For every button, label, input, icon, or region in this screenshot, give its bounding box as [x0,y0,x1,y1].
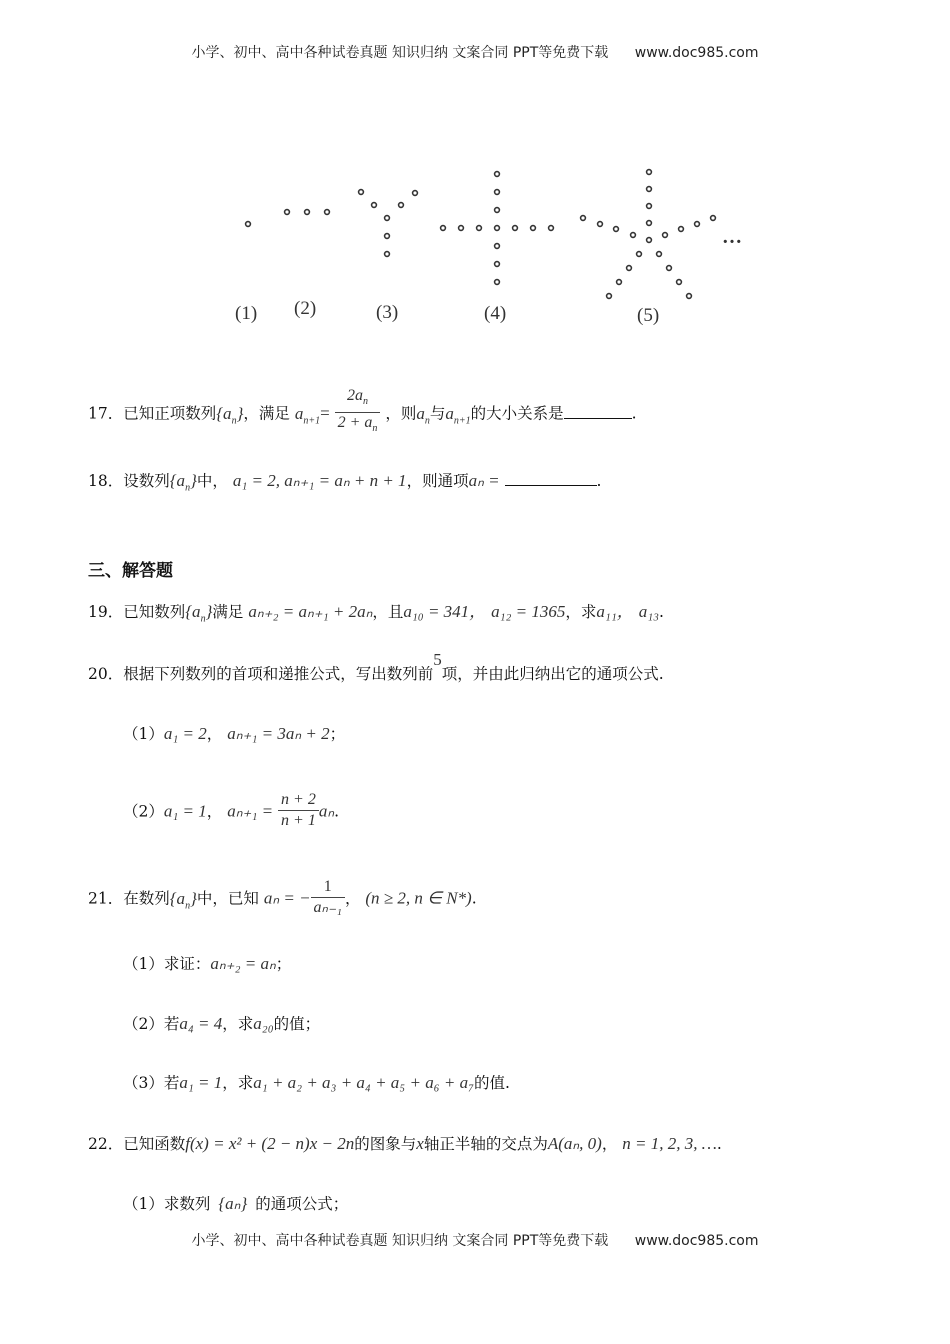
dot [667,266,672,271]
separator: ， [206,725,223,743]
dot [359,190,364,195]
math-ask-2: a₁₃ [638,602,660,621]
question-number: 21． [88,889,124,908]
question-end: . [716,1135,722,1153]
footer-url[interactable]: www.doc985.com [634,1233,759,1249]
question-text: 已知数列 [123,603,186,621]
dot [647,170,652,175]
question-text: 项，并由此归纳出它的通项公式. [441,665,664,683]
question-text: ，且 [372,603,404,621]
dot [637,252,642,257]
math-initial: a₁ = 1 [163,801,207,821]
dot [617,280,622,285]
fraction: $\frac{2a_n}{2 + a_n}$ [335,386,381,439]
dot [495,172,500,177]
dot [549,226,554,231]
dot [513,226,518,231]
question-end: . [631,404,637,423]
separator: ， [601,1135,618,1153]
question-text: 在数列 [123,889,170,908]
frac-numerator: 1 [323,878,332,895]
question-20-part-2 [123,792,339,833]
math-recurrence: aₙ₊₂ = aₙ₊₁ + 2aₙ [248,602,373,621]
math-equation: aₙ₊₂ = aₙ [210,954,276,973]
math: $a_{n+1}$ [294,403,321,427]
dot [657,252,662,257]
dot [627,266,632,271]
math-value-2: a₁₂ = 1365 [491,602,566,621]
dot [285,210,290,215]
math: $\{a_n\}$ [216,403,244,427]
question-text: ，则 [385,404,417,423]
question-text: 设数列 [123,472,170,490]
dot [663,233,668,238]
question-text: ，求 [565,603,597,621]
question-number: 22． [88,1135,124,1153]
question-number: 20． [88,665,124,683]
question-19 [88,601,664,630]
part-label: （1） [123,725,164,743]
part-text: ，求 [222,1015,254,1033]
question-21-part-2 [123,1013,320,1035]
dot [385,252,390,257]
question-21-part-3 [123,1072,510,1094]
question-number: 17． [88,404,124,423]
figure-label-4: (4) [484,303,507,324]
part-label: （1）求数列 [123,1195,211,1213]
figure-label-2: (2) [294,298,317,319]
math: $\{a_n\}$ [169,471,197,494]
math: $a_n$ [416,403,430,427]
part-label: （1）求证： [123,955,211,973]
figure-label-5: (5) [637,305,660,326]
question-20-part-1 [123,723,345,745]
question-text: 满足 [212,603,244,621]
math-target: a₂₀ [253,1014,274,1033]
dot [598,222,603,227]
part-end: . [334,802,340,821]
dot [679,227,684,232]
dot [399,203,404,208]
math-x: x [416,1134,424,1153]
question-text: 轴正半轴的交点为 [423,1135,548,1153]
math-n-range: n = 1, 2, 3, … [622,1134,717,1153]
math-condition: a₁ = 2, aₙ₊₁ = aₙ + n + 1 [232,471,407,490]
question-end: . [659,603,664,621]
dot [677,280,682,285]
question-22-part-1 [123,1193,348,1215]
math-given: a₁ = 1 [179,1073,223,1092]
math-function: f(x) = x² + (2 − n)x − 2n [185,1134,355,1153]
question-text: 根据下列数列的首项和递推公式，写出数列前 [123,665,434,683]
question-text: ，满足 [243,404,290,423]
question-22 [88,1133,722,1155]
dot [305,210,310,215]
dot [385,216,390,221]
question-text: 的大小关系是 [470,404,564,423]
math: $a_{n+1}$ [445,403,471,427]
math-initial: a₁ = 2 [163,724,207,743]
dot [647,204,652,209]
frac-numerator: 2a [347,387,363,404]
dot [477,226,482,231]
question-end: . [596,472,602,490]
math-point: A(aₙ, 0) [547,1134,602,1153]
dot [495,262,500,267]
math-lhs: aₙ = − [263,888,311,908]
math: $\{a_n\}$ [185,602,213,625]
dot [614,227,619,232]
dot [413,191,418,196]
dot [385,234,390,239]
dot [631,233,636,238]
answer-blank[interactable] [505,471,597,486]
dot [246,222,251,227]
question-text: 中，已知 [196,889,259,908]
question-21 [88,879,477,920]
dot [495,190,500,195]
math-value-1: a₁₀ = 341， [403,602,487,621]
math-condition: (n ≥ 2, n ∈ N*) [365,888,472,908]
question-18 [88,470,601,499]
answer-blank[interactable] [564,404,632,419]
dot [441,226,446,231]
math-recurrence: aₙ₊₁ = 3aₙ + 2 [227,724,330,743]
dot [325,210,330,215]
math-n: 5 [433,650,442,669]
dot-pattern-figure [0,0,950,350]
question-20 [88,650,664,685]
dot [495,208,500,213]
question-text: 中， [196,472,228,490]
question-text: 的图象与 [354,1135,417,1153]
question-21-part-1 [123,953,291,975]
math-ask-1: a₁₁， [596,602,634,621]
ellipsis-text: … [722,226,742,248]
separator: ， [206,802,223,821]
dot [607,294,612,299]
question-number: 19． [88,603,124,621]
part-end: 的通项公式； [255,1195,349,1213]
frac-denominator: 2 + a [337,414,373,432]
dot [581,216,586,221]
figure-label-3: (3) [376,302,399,323]
dot [459,226,464,231]
part-label: （3）若 [123,1074,180,1092]
math-sum: a₁ + a₂ + a₃ + a₄ + a₅ + a₆ + a₇ [253,1073,474,1092]
frac-denominator: aₙ₋₁ [311,897,345,918]
header-url[interactable]: www.doc985.com [634,45,759,61]
dot [495,280,500,285]
dot [372,203,377,208]
part-label: （2） [123,802,164,821]
part-end: ； [275,955,292,973]
question-text: 已知正项数列 [123,404,217,423]
dot [687,294,692,299]
question-number: 18． [88,472,124,490]
math-lhs: aₙ = [468,471,500,490]
math-lhs: aₙ₊₁ = [227,801,274,821]
part-label: （2）若 [123,1015,180,1033]
dot [711,216,716,221]
math-sequence: {aₙ} [218,1194,248,1213]
dot [647,221,652,226]
section-title: 三、解答题 [88,561,173,581]
figure-label-1: (1) [235,303,258,324]
question-text: ，则通项 [406,472,469,490]
dot [695,222,700,227]
part-text: ，求 [222,1074,254,1092]
frac-denominator: n + 1 [278,810,319,831]
math-given: a₄ = 4 [179,1014,223,1033]
part-end: 的值. [473,1074,510,1092]
part-end: 的值； [273,1015,321,1033]
math-rhs: aₙ [318,801,335,821]
fraction [311,877,345,918]
part-end: ； [329,725,346,743]
question-text: ， [344,889,361,908]
dot [647,187,652,192]
header-text: 小学、初中、高中各种试卷真题 知识归纳 文案合同 PPT等免费下载 [191,45,609,61]
question-17: 17．已知正项数列$\{a_n\}$，满足 $a_{n+1}=$ $\frac{2a_n}{2 + a_n}$ ，则$a_n$与$a_{n+1}$的大小关系是 . [88,388,637,441]
math: $\{a_n\}$ [169,888,197,911]
dot [495,244,500,249]
page-footer [0,1230,950,1250]
dot [647,238,652,243]
question-text: 已知函数 [123,1135,186,1153]
dot [531,226,536,231]
footer-text: 小学、初中、高中各种试卷真题 知识归纳 文案合同 PPT等免费下载 [191,1233,609,1249]
question-end: . [471,889,477,908]
question-text: 与 [429,404,446,423]
frac-numerator: n + 2 [281,791,316,808]
fraction [278,790,319,831]
dot [495,226,500,231]
